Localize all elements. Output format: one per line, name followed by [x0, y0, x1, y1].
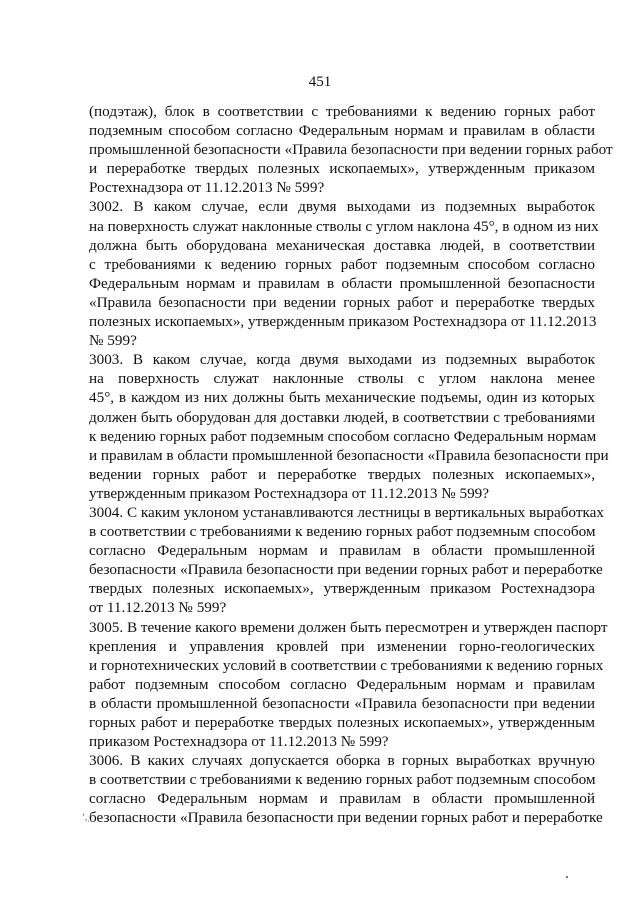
- text-line: 3006. В каких случаях допускается оборка в горных выработках вручную: [89, 752, 595, 770]
- text-line: приказом Ростехнадзора от 11.12.2013 № 599?: [89, 733, 389, 751]
- text-line: от 11.12.2013 № 599?: [89, 599, 227, 617]
- text-line: в соответствии с требованиями к ведению горных работ подземным способом: [89, 523, 596, 541]
- text-line: Ростехнадзора от 11.12.2013 № 599?: [89, 179, 325, 197]
- text-line: (подэтаж), блок в соответствии с требованиями к ведению горных работ: [89, 103, 595, 120]
- text-line: работ подземным способом согласно Федеральным нормам и правилам: [89, 675, 595, 693]
- text-line: на поверхность служат наклонные стволы с углом наклона 45°, в одном из них: [89, 217, 599, 235]
- text-line: и горнотехнических условий в соответствии с требованиями к ведению горных: [89, 656, 604, 674]
- text-line: полезных ископаемых», утвержденным приказом Ростехнадзора от 11.12.2013: [89, 313, 597, 331]
- text-line: должен быть оборудован для доставки людей, в соответствии с требованиями: [89, 408, 595, 426]
- text-line: к ведению горных работ подземным способом согласно Федеральным нормам: [89, 427, 597, 445]
- text-line: с требованиями к ведению горных работ подземным способом согласно: [89, 255, 595, 273]
- scan-artifact: ʼ,ˌ: [82, 812, 91, 822]
- text-line: горных работ и переработке твердых полезных ископаемых», утвержденным: [89, 714, 595, 731]
- scan-dot: [566, 876, 568, 878]
- text-line: и переработке твердых полезных ископаемых», утвержденным приказом: [89, 160, 595, 178]
- text-line: утвержденным приказом Ростехнадзора от 11.12.2013 № 599?: [89, 484, 490, 502]
- text-line: 3002. В каком случае, если двумя выходами из подземных выработок: [89, 198, 595, 216]
- text-line: и правилам в области промышленной безопасности «Правила безопасности при: [89, 446, 609, 464]
- text-line: Федеральным нормам и правилам в области промышленной безопасности: [89, 274, 595, 292]
- text-line: безопасности «Правила безопасности при ведении горных работ и переработке: [89, 561, 603, 579]
- text-line: 45°, в каждом из них должны быть механические подъемы, один из которых: [89, 389, 595, 407]
- text-line: 3003. В каком случае, когда двумя выходами из подземных выработок: [89, 351, 595, 369]
- document-body: [89, 102, 613, 828]
- text-line: безопасности «Правила безопасности при ведении горных работ и переработке: [89, 809, 603, 827]
- text-line: в области промышленной безопасности «Правила безопасности при ведении: [89, 694, 595, 712]
- text-line: твердых полезных ископаемых», утвержденным приказом Ростехнадзора: [89, 580, 595, 598]
- text-line: ведении горных работ и переработке твердых полезных ископаемых»,: [89, 465, 595, 483]
- text-line: в соответствии с требованиями к ведению горных работ подземным способом: [89, 771, 596, 789]
- text-line: согласно Федеральным нормам и правилам в области промышленной: [89, 790, 595, 808]
- text-line: крепления и управления кровлей при изменении горно-геологических: [89, 637, 595, 655]
- text-line: 3004. С каким уклоном устанавливаются лестницы в вертикальных выработках: [89, 503, 604, 521]
- text-line: «Правила безопасности при ведении горных работ и переработке твердых: [89, 293, 595, 311]
- text-line: согласно Федеральным нормам и правилам в области промышленной: [89, 542, 595, 560]
- text-line: должна быть оборудована механическая доставка людей, в соответствии: [89, 236, 595, 254]
- text-line: на поверхность служат наклонные стволы с углом наклона менее: [89, 370, 595, 388]
- text-line: промышленной безопасности «Правила безопасности при ведении горных работ: [89, 141, 613, 159]
- text-line: подземным способом согласно Федеральным нормам и правилам в области: [89, 122, 595, 140]
- text-line: 3005. В течение какого времени должен быть пересмотрен и утвержден паспорт: [89, 618, 608, 636]
- page-number: 451: [308, 74, 332, 90]
- text-line: № 599?: [89, 332, 137, 350]
